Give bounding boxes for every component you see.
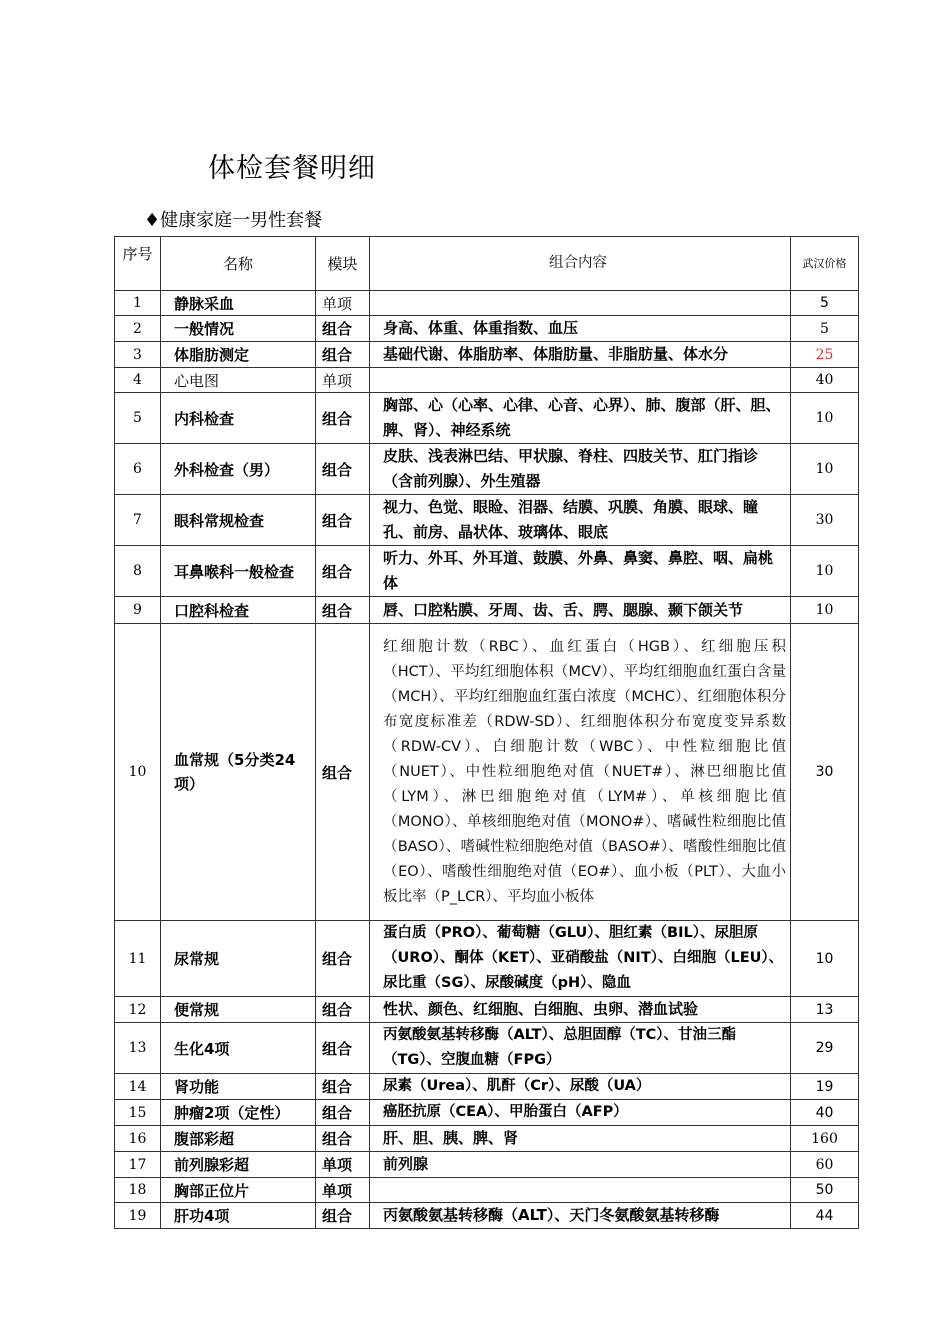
row-price: 10 — [791, 921, 859, 997]
row-content: 胸部、心（心率、心律、心音、心界）、肺、腹部（肝、胆、脾、肾）、神经系统 — [370, 393, 791, 444]
table-row — [115, 444, 859, 495]
header-seq: 序号 — [115, 237, 161, 291]
row-module: 组合 — [316, 444, 370, 495]
row-seq: 16 — [115, 1126, 161, 1152]
row-price: 13 — [791, 997, 859, 1023]
row-module: 组合 — [316, 597, 370, 624]
row-name: 一般情况 — [161, 316, 316, 342]
row-price: 30 — [791, 624, 859, 921]
row-content: 丙氨酸氨基转移酶（ALT）、总胆固醇（TC）、甘油三酯（TG）、空腹血糖（FPG） — [370, 1023, 791, 1074]
table-row — [115, 1100, 859, 1126]
table-row — [115, 1126, 859, 1152]
row-module: 组合 — [316, 495, 370, 546]
row-name: 眼科常规检查 — [161, 495, 316, 546]
row-module: 组合 — [316, 1100, 370, 1126]
row-seq: 19 — [115, 1203, 161, 1229]
table-header-row — [115, 237, 859, 291]
row-name: 肝功4项 — [161, 1203, 316, 1229]
table-row — [115, 997, 859, 1023]
row-seq: 11 — [115, 921, 161, 997]
table-row — [115, 495, 859, 546]
row-name: 口腔科检查 — [161, 597, 316, 624]
table-row — [115, 393, 859, 444]
row-seq: 12 — [115, 997, 161, 1023]
row-price: 30 — [791, 495, 859, 546]
row-name: 便常规 — [161, 997, 316, 1023]
row-name: 内科检查 — [161, 393, 316, 444]
row-price: 44 — [791, 1203, 859, 1229]
package-subtitle: ♦健康家庭一男性套餐 — [144, 210, 323, 231]
row-seq: 3 — [115, 342, 161, 368]
row-seq: 4 — [115, 368, 161, 393]
row-content: 基础代谢、体脂肪率、体脂肪量、非脂肪量、体水分 — [370, 342, 791, 368]
table-row — [115, 291, 859, 316]
row-module: 组合 — [316, 624, 370, 921]
header-content: 组合内容 — [370, 237, 791, 291]
row-name: 耳鼻喉科一般检查 — [161, 546, 316, 597]
row-name: 血常规（5分类24项） — [161, 624, 316, 921]
row-content: 前列腺 — [370, 1152, 791, 1178]
row-content: 皮肤、浅表淋巴结、甲状腺、脊柱、四肢关节、肛门指诊（含前列腺）、外生殖器 — [370, 444, 791, 495]
checkup-table — [114, 236, 859, 1229]
row-seq: 18 — [115, 1178, 161, 1203]
row-seq: 5 — [115, 393, 161, 444]
row-module: 单项 — [316, 1152, 370, 1178]
row-price: 10 — [791, 444, 859, 495]
row-seq: 10 — [115, 624, 161, 921]
row-seq: 7 — [115, 495, 161, 546]
row-seq: 6 — [115, 444, 161, 495]
row-module: 组合 — [316, 1126, 370, 1152]
row-seq: 14 — [115, 1074, 161, 1100]
row-seq: 15 — [115, 1100, 161, 1126]
row-price: 5 — [791, 291, 859, 316]
row-seq: 8 — [115, 546, 161, 597]
table-row — [115, 921, 859, 997]
row-price: 5 — [791, 316, 859, 342]
row-content: 视力、色觉、眼睑、泪器、结膜、巩膜、角膜、眼球、瞳孔、前房、晶状体、玻璃体、眼底 — [370, 495, 791, 546]
row-price: 50 — [791, 1178, 859, 1203]
table-row — [115, 1203, 859, 1229]
row-price: 10 — [791, 597, 859, 624]
row-module: 组合 — [316, 546, 370, 597]
row-name: 静脉采血 — [161, 291, 316, 316]
row-name: 前列腺彩超 — [161, 1152, 316, 1178]
row-name: 生化4项 — [161, 1023, 316, 1074]
row-name: 体脂肪测定 — [161, 342, 316, 368]
table-row — [115, 624, 859, 921]
header-module: 模块 — [316, 237, 370, 291]
page-title: 体检套餐明细 — [208, 153, 376, 184]
table-row — [115, 1023, 859, 1074]
table-row — [115, 1178, 859, 1203]
row-seq: 13 — [115, 1023, 161, 1074]
row-module: 组合 — [316, 316, 370, 342]
row-content — [370, 291, 791, 316]
row-price: 40 — [791, 1100, 859, 1126]
row-name: 尿常规 — [161, 921, 316, 997]
row-content — [370, 1178, 791, 1203]
header-price: 武汉价格 — [791, 237, 859, 291]
row-content: 丙氨酸氨基转移酶（ALT）、天门冬氨酸氨基转移酶 — [370, 1203, 791, 1229]
row-content: 唇、口腔粘膜、牙周、齿、舌、腭、腮腺、颞下颌关节 — [370, 597, 791, 624]
row-price: 19 — [791, 1074, 859, 1100]
row-content: 癌胚抗原（CEA）、甲胎蛋白（AFP） — [370, 1100, 791, 1126]
row-module: 组合 — [316, 1074, 370, 1100]
row-price: 29 — [791, 1023, 859, 1074]
row-module: 组合 — [316, 921, 370, 997]
row-name: 心电图 — [161, 368, 316, 393]
row-module: 单项 — [316, 291, 370, 316]
table-row — [115, 1152, 859, 1178]
table-row — [115, 1074, 859, 1100]
row-content: 听力、外耳、外耳道、鼓膜、外鼻、鼻窦、鼻腔、咽、扁桃体 — [370, 546, 791, 597]
table-row — [115, 597, 859, 624]
row-name: 外科检查（男） — [161, 444, 316, 495]
row-name: 肿瘤2项（定性） — [161, 1100, 316, 1126]
table-row — [115, 316, 859, 342]
row-content: 肝、胆、胰、脾、肾 — [370, 1126, 791, 1152]
row-module: 单项 — [316, 368, 370, 393]
row-seq: 9 — [115, 597, 161, 624]
row-content: 红细胞计数（RBC）、血红蛋白（HGB）、红细胞压积（HCT）、平均红细胞体积（MCV）、平均红细胞血红蛋白含量（MCH）、平均红细胞血红蛋白浓度（MCHC）、红细胞体积分布宽度标准差（RDW-SD）、红细胞体积分布宽度变异系数（RDW-CV）、白细胞计数（WBC）、中性粒细胞比值（NUET）、中性粒细胞绝对值（NUET#）、淋巴细胞比值（LYM）、淋巴细胞绝对值（LYM#）、单核细胞比值（MONO）、单核细胞绝对值（MONO#）、嗜碱性粒细胞比值（BASO）、嗜碱性粒细胞绝对值（BASO#）、嗜酸性细胞比值（EO）、嗜酸性细胞绝对值（EO#）、血小板（PLT）、大血小板比率（P_LCR）、平均血小板体 — [370, 624, 791, 921]
row-module: 单项 — [316, 1178, 370, 1203]
row-content: 蛋白质（PRO）、葡萄糖（GLU）、胆红素（BIL）、尿胆原（URO）、酮体（KET）、亚硝酸盐（NIT）、白细胞（LEU）、尿比重（SG）、尿酸碱度（pH）、隐血 — [370, 921, 791, 997]
table-row — [115, 546, 859, 597]
header-name: 名称 — [161, 237, 316, 291]
row-price: 10 — [791, 546, 859, 597]
row-seq: 17 — [115, 1152, 161, 1178]
row-module: 组合 — [316, 1203, 370, 1229]
row-module: 组合 — [316, 393, 370, 444]
row-module: 组合 — [316, 997, 370, 1023]
row-name: 胸部正位片 — [161, 1178, 316, 1203]
row-price: 60 — [791, 1152, 859, 1178]
row-content: 身高、体重、体重指数、血压 — [370, 316, 791, 342]
row-price: 40 — [791, 368, 859, 393]
table-row — [115, 368, 859, 393]
row-content: 性状、颜色、红细胞、白细胞、虫卵、潜血试验 — [370, 997, 791, 1023]
row-price: 160 — [791, 1126, 859, 1152]
row-price: 25 — [791, 342, 859, 368]
row-content — [370, 368, 791, 393]
row-seq: 1 — [115, 291, 161, 316]
row-content: 尿素（Urea）、肌酐（Cr）、尿酸（UA） — [370, 1074, 791, 1100]
row-module: 组合 — [316, 1023, 370, 1074]
row-module: 组合 — [316, 342, 370, 368]
row-price: 10 — [791, 393, 859, 444]
row-name: 腹部彩超 — [161, 1126, 316, 1152]
row-seq: 2 — [115, 316, 161, 342]
row-name: 肾功能 — [161, 1074, 316, 1100]
table-row — [115, 342, 859, 368]
